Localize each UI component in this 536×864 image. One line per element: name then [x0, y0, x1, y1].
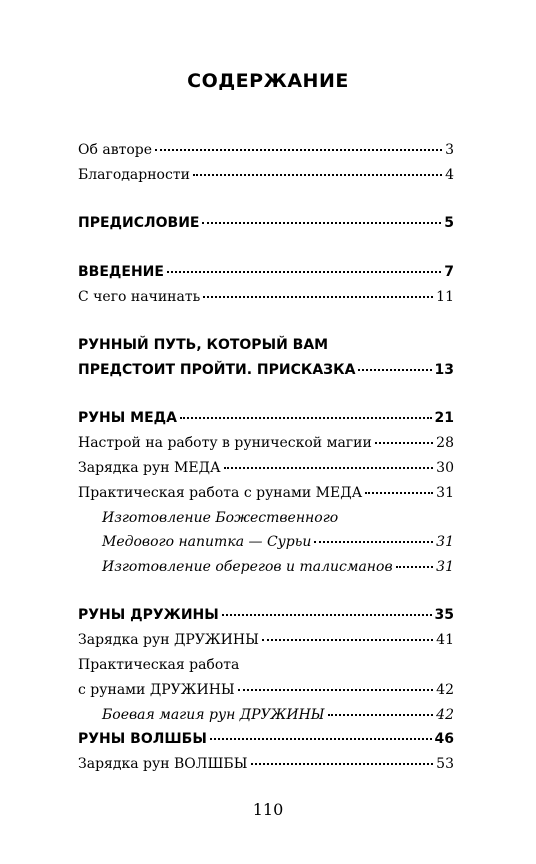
leader-dots [180, 417, 432, 419]
toc-entry-runic-path-line1[interactable] [78, 336, 454, 354]
leader-dots [238, 689, 433, 691]
leader-dots [202, 222, 441, 224]
toc-entry-page: 41 [436, 632, 454, 648]
toc-entry-divine-drink[interactable] [102, 533, 454, 551]
toc-entry-about-author[interactable] [78, 141, 454, 159]
toc-entry-page: 21 [434, 410, 454, 426]
leader-dots [210, 738, 432, 740]
toc-entry-tuning[interactable] [78, 434, 454, 452]
toc-entry-label: РУНЫ ДРУЖИНЫ [78, 607, 219, 623]
toc-entry-page: 11 [436, 289, 454, 305]
toc-entry-label: Изготовление Божественного [102, 510, 339, 526]
leader-dots [262, 639, 433, 641]
toc-entry-label: Благодарности [78, 167, 190, 183]
toc-entry-label: Зарядка рун ВОЛШБЫ [78, 756, 248, 772]
toc-entry-page: 31 [436, 534, 454, 550]
leader-dots [224, 467, 434, 469]
toc-entry-page: 5 [444, 215, 454, 231]
leader-dots [203, 296, 433, 298]
toc-entry-label: Боевая магия рун ДРУЖИНЫ [102, 707, 325, 723]
toc-entry-label: ПРЕДСТОИТ ПРОЙТИ. ПРИСКАЗКА [78, 362, 356, 378]
leader-dots [358, 369, 431, 371]
toc-entry-label: ПРЕДИСЛОВИЕ [78, 215, 200, 231]
toc-entry-label: Практическая работа с рунами МЕДА [78, 485, 363, 501]
toc-entry-page: 35 [434, 607, 454, 623]
toc-entry-page: 30 [436, 460, 454, 476]
toc-entry-charging-squad[interactable] [78, 631, 454, 649]
toc-entry-introduction[interactable] [78, 263, 454, 281]
toc-entry-page: 46 [434, 731, 454, 747]
toc-entry-label: ВВЕДЕНИЕ [78, 264, 164, 280]
toc-entry-charging-mead[interactable] [78, 459, 454, 477]
toc-entry-practical-squad[interactable] [78, 681, 454, 699]
toc-entry-practical-squad-line1[interactable] [78, 656, 454, 674]
toc-entry-practical-mead[interactable] [78, 484, 454, 502]
leader-dots [222, 614, 432, 616]
toc-entry-label: Медового напитка — Сурьи [102, 534, 312, 550]
toc-entry-label: Об авторе [78, 142, 153, 158]
toc-entry-page: 3 [445, 142, 454, 158]
toc-entry-page: 4 [445, 167, 454, 183]
leader-dots [167, 271, 441, 273]
toc-entry-charging-sorcery[interactable] [78, 755, 454, 773]
toc-entry-divine-drink-line1[interactable] [102, 509, 454, 527]
toc-entry-amulets[interactable] [102, 558, 454, 576]
toc-entry-label: Изготовление оберегов и талисманов [102, 559, 393, 575]
toc-entry-label: Настрой на работу в рунической магии [78, 435, 372, 451]
toc-entry-label: РУНЫ МЕДА [78, 410, 177, 426]
leader-dots [251, 763, 434, 765]
leader-dots [314, 541, 433, 543]
toc-entry-preface[interactable] [78, 214, 454, 232]
toc-entry-page: 42 [436, 682, 454, 698]
toc-entry-runes-of-sorcery[interactable] [78, 730, 454, 748]
toc-entry-page: 13 [434, 362, 454, 378]
toc-entry-page: 28 [436, 435, 454, 451]
toc-entry-runes-of-squad[interactable] [78, 606, 454, 624]
toc-entry-label: Практическая работа [78, 657, 240, 673]
toc-entry-label: РУНЫ ВОЛШБЫ [78, 731, 207, 747]
page-title: СОДЕРЖАНИЕ [187, 70, 349, 92]
toc-entry-label: Зарядка рун МЕДА [78, 460, 221, 476]
toc-entry-runes-of-mead[interactable] [78, 409, 454, 427]
leader-dots [396, 566, 434, 568]
toc-entry-battle-magic[interactable] [102, 706, 454, 724]
page-number: 110 [252, 800, 284, 819]
toc-entry-label: Зарядка рун ДРУЖИНЫ [78, 632, 259, 648]
leader-dots [193, 174, 442, 176]
toc-entry-label: С чего начинать [78, 289, 201, 305]
toc-entry-runic-path[interactable] [78, 361, 454, 379]
toc-entry-page: 7 [444, 264, 454, 280]
toc-entry-page: 31 [436, 485, 454, 501]
toc-entry-page: 31 [436, 559, 454, 575]
toc-entry-page: 42 [436, 707, 454, 723]
leader-dots [375, 442, 433, 444]
toc-entry-acknowledgements[interactable] [78, 166, 454, 184]
toc-entry-label: РУННЫЙ ПУТЬ, КОТОРЫЙ ВАМ [78, 337, 329, 353]
leader-dots [328, 714, 434, 716]
leader-dots [155, 149, 442, 151]
toc-entry-where-to-start[interactable] [78, 288, 454, 306]
toc-entry-page: 53 [436, 756, 454, 772]
leader-dots [365, 492, 433, 494]
toc-entry-label: с рунами ДРУЖИНЫ [78, 682, 235, 698]
